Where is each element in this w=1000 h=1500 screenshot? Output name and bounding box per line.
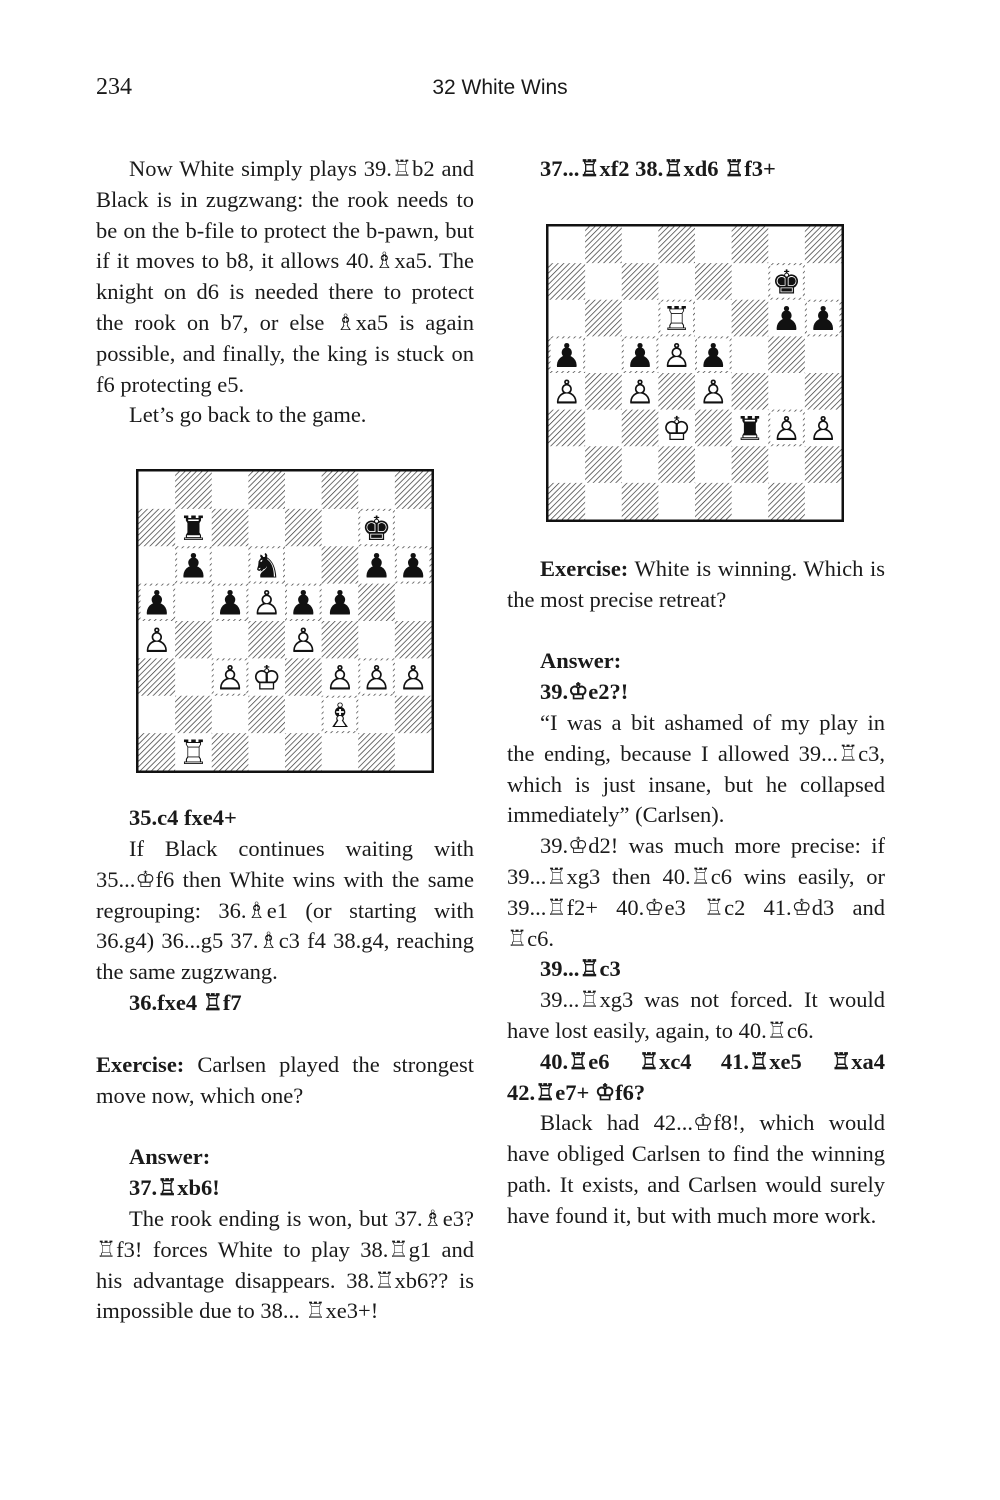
chess-piece-h6: ♟ (398, 546, 429, 586)
dark-square (175, 696, 212, 733)
paragraph: “I was a bit ashamed of my play in the ending, because I allowed 39...♖c3, which is just insane, but he collapsed immediately” (Carlsen). (507, 709, 885, 828)
chess-piece-h3: ♙ (808, 408, 838, 448)
paragraph: If Black continues waiting with 35...♔f6 then White wins with the same regrouping: 36.♗e1 (or starting with 36.g4) 36...g5 37.♗c3 f4 38.g4, reaching the same zugzwang. (96, 835, 474, 985)
chessboard (546, 224, 844, 522)
dark-square (805, 373, 842, 410)
dark-square (322, 472, 359, 509)
dark-square (139, 733, 176, 770)
paragraph: The rook ending is won, but 37.♗e3? ♖f3! forces White to play 38.♖g1 and his advantage disappears. 38.♖xb6?? is impossible due to 38... ♖xe3+! (96, 1205, 474, 1324)
chess-piece-f5: ♟ (324, 583, 356, 623)
move-line: 39.♔e2?! (540, 679, 629, 705)
move-line: 35.c4 fxe4+ (129, 805, 237, 831)
dark-square (585, 300, 622, 337)
dark-square (585, 226, 622, 263)
chess-piece-g3: ♙ (361, 658, 392, 698)
dark-square (248, 472, 285, 509)
dark-square (549, 483, 586, 520)
dark-square (658, 373, 695, 410)
chess-piece-g3: ♙ (771, 408, 802, 448)
dark-square (248, 621, 285, 658)
chess-piece-d5: ♙ (251, 583, 282, 623)
dark-square (285, 659, 322, 696)
dark-square (248, 696, 285, 733)
dark-square (358, 733, 395, 770)
dark-square (658, 446, 695, 483)
right-column (507, 154, 885, 1232)
exercise (96, 1050, 474, 1112)
chess-piece-g6: ♟ (771, 298, 802, 338)
dark-square (658, 226, 695, 263)
move-line: 37...♖xf2 38.♖xd6 ♖f3+ (540, 156, 776, 181)
dark-square (805, 226, 842, 263)
dark-square (768, 336, 805, 373)
chess-piece-b1: ♖ (178, 733, 209, 773)
chess-piece-g7: ♚ (361, 509, 392, 549)
dark-square (395, 621, 432, 658)
dark-square (622, 483, 659, 520)
dark-square (212, 733, 249, 770)
chess-piece-h3: ♙ (398, 658, 429, 698)
dark-square (732, 446, 769, 483)
dark-square (212, 509, 249, 546)
chess-piece-c5: ♟ (214, 583, 246, 623)
exercise-label: Exercise: (96, 1051, 185, 1077)
chess-piece-a5: ♟ (552, 335, 582, 375)
chess-piece-g6: ♟ (361, 546, 392, 586)
left-column (96, 154, 474, 1327)
dark-square (322, 621, 359, 658)
chessboard (136, 469, 434, 773)
dark-square (695, 409, 732, 446)
dark-square (358, 584, 395, 621)
dark-square (395, 696, 432, 733)
chess-piece-a4: ♙ (552, 372, 582, 412)
exercise-text: White is winning. Which is the most precise retreat? (507, 555, 885, 612)
dark-square (622, 409, 659, 446)
dark-square (285, 733, 322, 770)
dark-square (732, 373, 769, 410)
chess-piece-d6: ♞ (251, 546, 282, 586)
dark-square (585, 446, 622, 483)
chess-diagram-2 (546, 224, 885, 522)
chess-piece-c5: ♟ (625, 335, 655, 375)
chess-piece-d6: ♖ (661, 298, 692, 338)
dark-square (695, 483, 732, 520)
paragraph: Black had 42...♔f8!, which would have obliged Carlsen to find the winning path. It exists, and Carlsen would surely have found it, but with much more work. (507, 1110, 885, 1228)
dark-square (585, 373, 622, 410)
chess-piece-e5: ♟ (698, 335, 729, 375)
exercise-label: Exercise: (540, 555, 629, 581)
exercise-text: Carlsen played the strongest move now, which one? (96, 1051, 474, 1108)
chess-piece-e4: ♙ (288, 621, 319, 661)
move-line: 39...♖c3 (540, 956, 621, 982)
chess-piece-a4: ♙ (141, 621, 172, 661)
dark-square (732, 300, 769, 337)
dark-square (285, 509, 322, 546)
chess-piece-f3: ♙ (324, 658, 356, 698)
dark-square (768, 483, 805, 520)
chess-piece-d5: ♙ (661, 335, 692, 375)
dark-square (549, 263, 586, 300)
chess-piece-g7: ♚ (771, 262, 802, 302)
paragraph: Now White simply plays 39.♖b2 and Black is in zugzwang: the rook needs to be on the b-file to protect the b-pawn, but if it moves to b8, it allows 40.♗xa5. The knight on d6 is needed there to protect the rook on b7, or else ♗xa5 is again possible, and finally, the king is stuck on f6 protecting e5. (96, 156, 474, 397)
dark-square (175, 472, 212, 509)
chess-piece-f3: ♜ (735, 408, 765, 448)
chess-piece-c3: ♙ (214, 658, 246, 698)
dark-square (139, 509, 176, 546)
dark-square (139, 659, 176, 696)
move-line: 40.♖e6 ♖xc4 41.♖xe5 ♖xa4 42.♖e7+ ♔f6? (507, 1048, 885, 1105)
dark-square (322, 546, 359, 583)
dark-square (395, 472, 432, 509)
chess-diagram-1 (136, 469, 474, 773)
paragraph: 39.♔d2! was much more precise: if 39...♖xg3 then 40.♖c6 wins easily, or 39...♖f2+ 40.♔e3 ♖c2 41.♔d3 and ♖c6. (507, 833, 885, 951)
chess-piece-b7: ♜ (178, 509, 209, 549)
dark-square (622, 263, 659, 300)
dark-square (732, 226, 769, 263)
answer-label: Answer: (540, 648, 622, 674)
chess-piece-e4: ♙ (698, 372, 729, 412)
dark-square (805, 446, 842, 483)
exercise (507, 554, 885, 616)
chess-piece-d3: ♔ (661, 408, 692, 448)
chess-piece-e5: ♟ (288, 583, 319, 623)
dark-square (175, 621, 212, 658)
running-header: 32 White Wins (432, 76, 568, 99)
paragraph: Let’s go back to the game. (129, 402, 367, 428)
dark-square (549, 409, 586, 446)
chess-piece-f2: ♗ (324, 695, 356, 735)
chess-piece-d3: ♔ (251, 658, 282, 698)
page-number: 234 (96, 74, 132, 100)
move-line: 37.♖xb6! (129, 1175, 220, 1201)
move-line: 36.fxe4 ♖f7 (129, 989, 242, 1015)
chess-piece-a5: ♟ (141, 583, 172, 623)
chess-piece-c4: ♙ (625, 372, 655, 412)
chess-piece-b6: ♟ (178, 546, 209, 586)
paragraph: 39...♖xg3 was not forced. It would have lost easily, again, to 40.♖c6. (507, 987, 885, 1043)
answer-label: Answer: (129, 1144, 211, 1170)
chess-piece-h6: ♟ (808, 298, 838, 338)
dark-square (695, 263, 732, 300)
